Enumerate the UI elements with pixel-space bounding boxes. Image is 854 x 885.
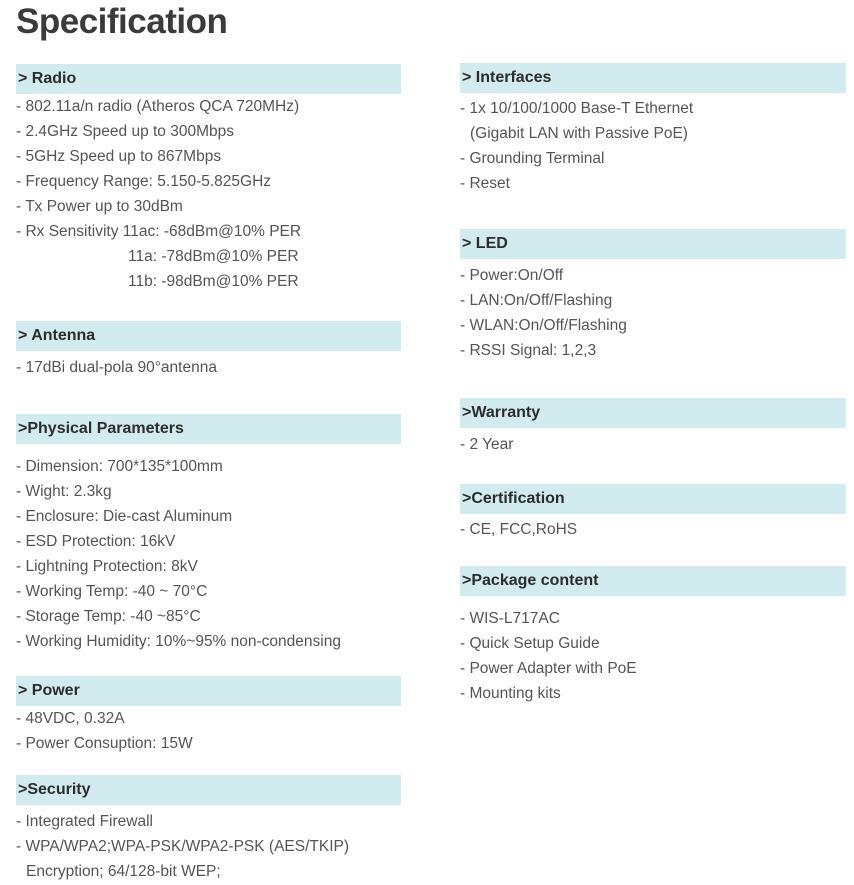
list-item: - Power:On/Off <box>460 267 564 284</box>
warranty-section <box>460 398 846 457</box>
list-item: - 17dBi dual-pola 90°antenna <box>16 359 217 376</box>
list-item: - 2.4GHz Speed up to 300Mbps <box>16 123 234 140</box>
list-item: - WPA/WPA2;WPA-PSK/WPA2-PSK (AES/TKIP) <box>16 838 350 855</box>
list-item: - Lightning Protection: 8kV <box>16 558 198 575</box>
list-item: - Power Consuption: 15W <box>16 735 193 752</box>
security-header: >Security <box>16 775 401 805</box>
list-item: - Integrated Firewall <box>16 813 153 830</box>
list-item: - Storage Temp: -40 ~85°C <box>16 608 201 625</box>
package-header: >Package content <box>460 566 846 596</box>
list-item: - Dimension: 700*135*100mm <box>16 458 223 475</box>
list-item: - Wight: 2.3kg <box>16 483 112 500</box>
list-item: - WLAN:On/Off/Flashing <box>460 317 627 334</box>
list-item: - 5GHz Speed up to 867Mbps <box>16 148 222 165</box>
led-list <box>460 263 846 363</box>
radio-header: > Radio <box>16 64 401 94</box>
list-item: - Power Adapter with PoE <box>460 660 637 677</box>
list-item: - Frequency Range: 5.150-5.825GHz <box>16 173 272 190</box>
list-item: - 802.11a/n radio (Atheros QCA 720MHz) <box>16 98 300 115</box>
security-section <box>16 775 401 884</box>
led-section <box>460 229 846 363</box>
antenna-list <box>16 355 401 380</box>
security-list <box>16 809 401 884</box>
physical-list <box>16 454 401 654</box>
physical-header: >Physical Parameters <box>16 414 401 444</box>
list-item: (Gigabit LAN with Passive PoE) <box>470 125 688 142</box>
certification-section <box>460 484 846 542</box>
list-item: - Tx Power up to 30dBm <box>16 198 183 215</box>
antenna-header: > Antenna <box>16 321 401 351</box>
list-item: - 48VDC, 0.32A <box>16 710 125 727</box>
power-list <box>16 706 401 756</box>
list-item: Encryption; 64/128-bit WEP; <box>26 863 221 880</box>
list-item: - WIS-L717AC <box>460 610 560 627</box>
list-item: - LAN:On/Off/Flashing <box>460 292 613 309</box>
list-item: - Quick Setup Guide <box>460 635 600 652</box>
power-header: > Power <box>16 676 401 706</box>
list-item: - Enclosure: Die-cast Aluminum <box>16 508 233 525</box>
antenna-section <box>16 321 401 380</box>
certification-list <box>460 517 846 542</box>
warranty-header: >Warranty <box>460 398 846 428</box>
radio-list <box>16 94 401 294</box>
package-section <box>460 566 846 706</box>
list-item: - Mounting kits <box>460 685 561 702</box>
physical-section <box>16 414 401 654</box>
list-item: - 2 Year <box>460 436 514 453</box>
list-item: - CE, FCC,RoHS <box>460 521 578 538</box>
interfaces-list <box>460 96 846 196</box>
interfaces-header: > Interfaces <box>460 63 846 93</box>
list-item: - Working Temp: -40 ~ 70°C <box>16 583 208 600</box>
list-item: - RSSI Signal: 1,2,3 <box>460 342 597 359</box>
warranty-list <box>460 432 846 457</box>
radio-section <box>16 64 401 294</box>
list-item: 11a: -78dBm@10% PER <box>128 248 299 265</box>
power-section <box>16 676 401 756</box>
list-item: 11b: -98dBm@10% PER <box>128 273 299 290</box>
list-item: - Working Humidity: 10%~95% non-condensing <box>16 633 341 650</box>
list-item: - Reset <box>460 175 510 192</box>
page-title: Specification <box>16 2 228 41</box>
interfaces-section <box>460 63 846 196</box>
certification-header: >Certification <box>460 484 846 514</box>
list-item: - Grounding Terminal <box>460 150 605 167</box>
list-item: - 1x 10/100/1000 Base-T Ethernet <box>460 100 694 117</box>
list-item: - Rx Sensitivity 11ac: -68dBm@10% PER <box>16 223 302 240</box>
package-list <box>460 606 846 706</box>
led-header: > LED <box>460 229 846 259</box>
list-item: - ESD Protection: 16kV <box>16 533 176 550</box>
